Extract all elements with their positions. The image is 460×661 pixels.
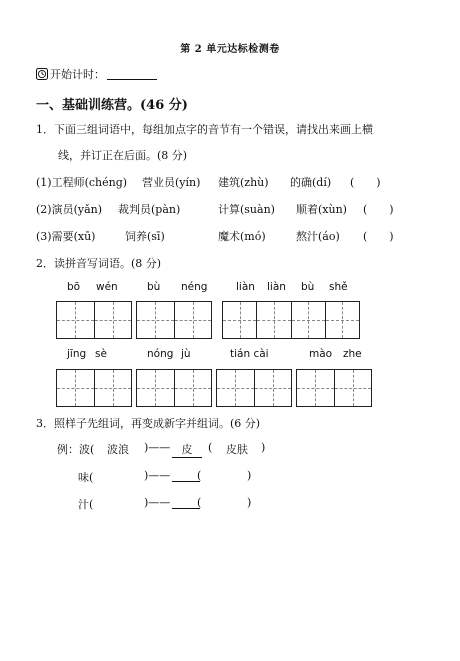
start-time-label: 开始计时： [50, 68, 105, 81]
q2-line: 2．读拼音写词语。(8 分) [36, 257, 162, 270]
pinyin-label: mào [309, 348, 333, 360]
clock-icon [36, 68, 48, 80]
writing-grid[interactable] [56, 301, 132, 339]
q1-r3-opt1: (3)需要(xū) [36, 230, 96, 243]
q1-r3-opt2: 饲养(sī) [125, 230, 165, 243]
q3-item1-close: ) [247, 469, 252, 482]
pinyin-label: zhe [343, 348, 362, 360]
q3-item1-char: 味( [78, 471, 94, 484]
pinyin-label: tián cài [230, 348, 269, 360]
start-time-blank[interactable] [107, 69, 157, 80]
q1-r1-opt2: 营业员(yín) [142, 176, 201, 189]
pinyin-label: jù [181, 348, 191, 360]
q3-item1-open[interactable]: ( [197, 469, 202, 482]
q1-r2-answer[interactable]: ( ) [363, 203, 394, 216]
pinyin-label: wén [96, 281, 118, 293]
q1-r2-opt4: 顺着(xùn) [296, 203, 347, 216]
writing-grid[interactable] [136, 369, 212, 407]
q1-r1-opt3: 建筑(zhù) [218, 176, 269, 189]
writing-grid[interactable] [222, 301, 360, 339]
q3-example-open: ( [208, 441, 213, 454]
q3-example-close: ) [261, 441, 266, 454]
q1-r2-opt3: 计算(suàn) [218, 203, 275, 216]
writing-grid[interactable] [296, 369, 372, 407]
q1-r3-opt3: 魔术(mó) [218, 230, 266, 243]
start-time-row [36, 66, 157, 82]
q3-item2-mid: )—— [144, 496, 171, 509]
q3-item2-open[interactable]: ( [197, 496, 202, 509]
pinyin-label: bù [301, 281, 315, 293]
q1-line2: 线，并订正在后面。(8 分) [58, 149, 188, 162]
q3-item2-blank[interactable] [172, 496, 200, 509]
q1-line1: 1．下面三组词语中，每组加点字的音节有一个错误，请找出来画上横 [36, 123, 373, 136]
q3-example-word2: 皮肤 [226, 443, 248, 456]
q3-example-prefix: 例：波( [57, 443, 95, 456]
q3-item2-char: 汁( [78, 498, 94, 511]
q3-example-new-char: 皮 [172, 441, 202, 458]
q3-example-mid: )—— [144, 441, 171, 454]
writing-grid[interactable] [216, 369, 292, 407]
q1-r3-opt4: 熬汁(áo) [296, 230, 340, 243]
q1-r1-opt1: (1)工程师(chéng) [36, 176, 128, 189]
q1-r1-opt4: 的确(dí) [290, 176, 332, 189]
pinyin-label: sè [95, 348, 107, 360]
q3-item1-blank[interactable] [172, 469, 200, 482]
q3-item1-mid: )—— [144, 469, 171, 482]
pinyin-label: bō [67, 281, 81, 293]
page-title: 第 2 单元达标检测卷 [180, 44, 280, 55]
q3-example-word1: 波浪 [107, 443, 129, 456]
q3-line: 3．照样子先组词，再变成新字并组词。(6 分) [36, 417, 261, 430]
pinyin-label: néng [181, 281, 208, 293]
pinyin-label: shě [329, 281, 348, 293]
writing-grid[interactable] [136, 301, 212, 339]
q1-r3-answer[interactable]: ( ) [363, 230, 394, 243]
q1-r1-answer[interactable]: ( ) [350, 176, 381, 189]
pinyin-label: bù [147, 281, 161, 293]
writing-grid[interactable] [56, 369, 132, 407]
q1-r2-opt2: 裁判员(pàn) [118, 203, 181, 216]
pinyin-label: jīng [67, 348, 87, 360]
pinyin-label: liàn [236, 281, 255, 293]
pinyin-label: nóng [147, 348, 174, 360]
q3-item2-close: ) [247, 496, 252, 509]
pinyin-label: liàn [267, 281, 286, 293]
q1-r2-opt1: (2)演员(yǎn) [36, 203, 103, 216]
section-title: 一、基础训练营。(46 分) [36, 98, 188, 113]
